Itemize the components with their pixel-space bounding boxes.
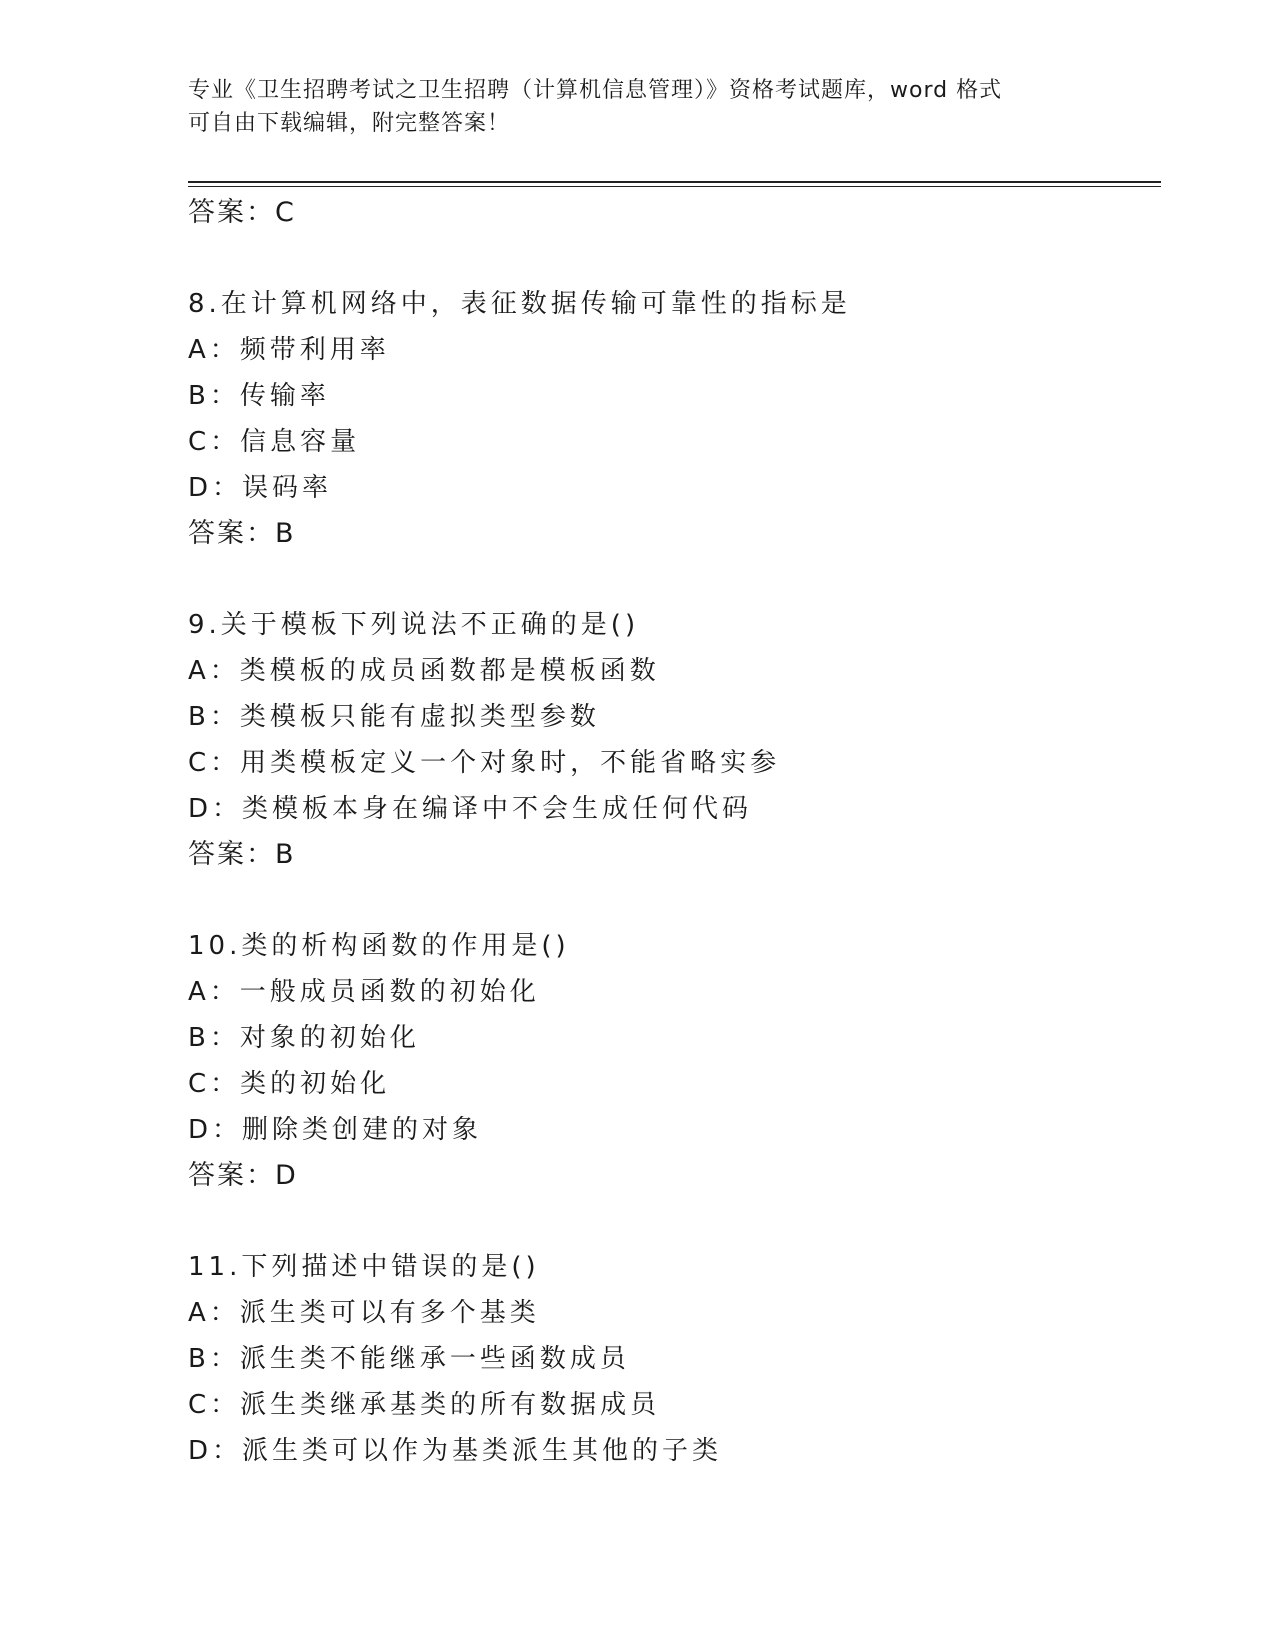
spacer (188, 557, 1138, 602)
option-d: D：删除类创建的对象 (188, 1115, 483, 1145)
option-b: B：派生类不能继承一些函数成员 (188, 1344, 630, 1374)
option-a: A：派生类可以有多个基类 (188, 1298, 540, 1328)
option-b: B：对象的初始化 (188, 1023, 420, 1053)
option-a: A：类模板的成员函数都是模板函数 (188, 656, 660, 686)
answer-line: 答案：D (188, 1160, 298, 1191)
question-stem: 8.在计算机网络中，表征数据传输可靠性的指标是 (188, 289, 851, 319)
spacer (188, 878, 1138, 923)
header-line-2: 可自由下载编辑，附完整答案！ (188, 111, 511, 136)
option-c: C：派生类继承基类的所有数据成员 (188, 1390, 661, 1420)
option-a: A：一般成员函数的初始化 (188, 977, 540, 1007)
document-header (188, 74, 1088, 140)
option-c: C：类的初始化 (188, 1069, 391, 1099)
spacer (188, 236, 1138, 281)
option-c: C：信息容量 (188, 427, 361, 457)
question-stem: 9.关于模板下列说法不正确的是() (188, 610, 640, 640)
question-stem: 10.类的析构函数的作用是() (188, 931, 570, 961)
answer-line: 答案：B (188, 839, 296, 870)
option-a: A：频带利用率 (188, 335, 390, 365)
question-11 (188, 1244, 1138, 1474)
header-rule-thin (188, 186, 1161, 187)
answer-line: 答案：C (188, 197, 296, 228)
answer-line: 答案：B (188, 518, 296, 549)
header-rule-thick (188, 181, 1161, 183)
question-stem: 11.下列描述中错误的是() (188, 1252, 540, 1282)
option-d: D：误码率 (188, 473, 333, 503)
option-b: B：类模板只能有虚拟类型参数 (188, 702, 600, 732)
spacer (188, 1199, 1138, 1244)
question-8 (188, 281, 1138, 557)
question-9 (188, 602, 1138, 878)
option-c: C：用类模板定义一个对象时，不能省略实参 (188, 748, 781, 778)
header-line-1: 专业《卫生招聘考试之卫生招聘（计算机信息管理）》资格考试题库，word 格式 (188, 78, 1003, 103)
option-d: D：类模板本身在编译中不会生成任何代码 (188, 794, 753, 824)
question-list (188, 190, 1138, 1474)
option-d: D：派生类可以作为基类派生其他的子类 (188, 1436, 723, 1466)
option-b: B：传输率 (188, 381, 330, 411)
question-10 (188, 923, 1138, 1199)
